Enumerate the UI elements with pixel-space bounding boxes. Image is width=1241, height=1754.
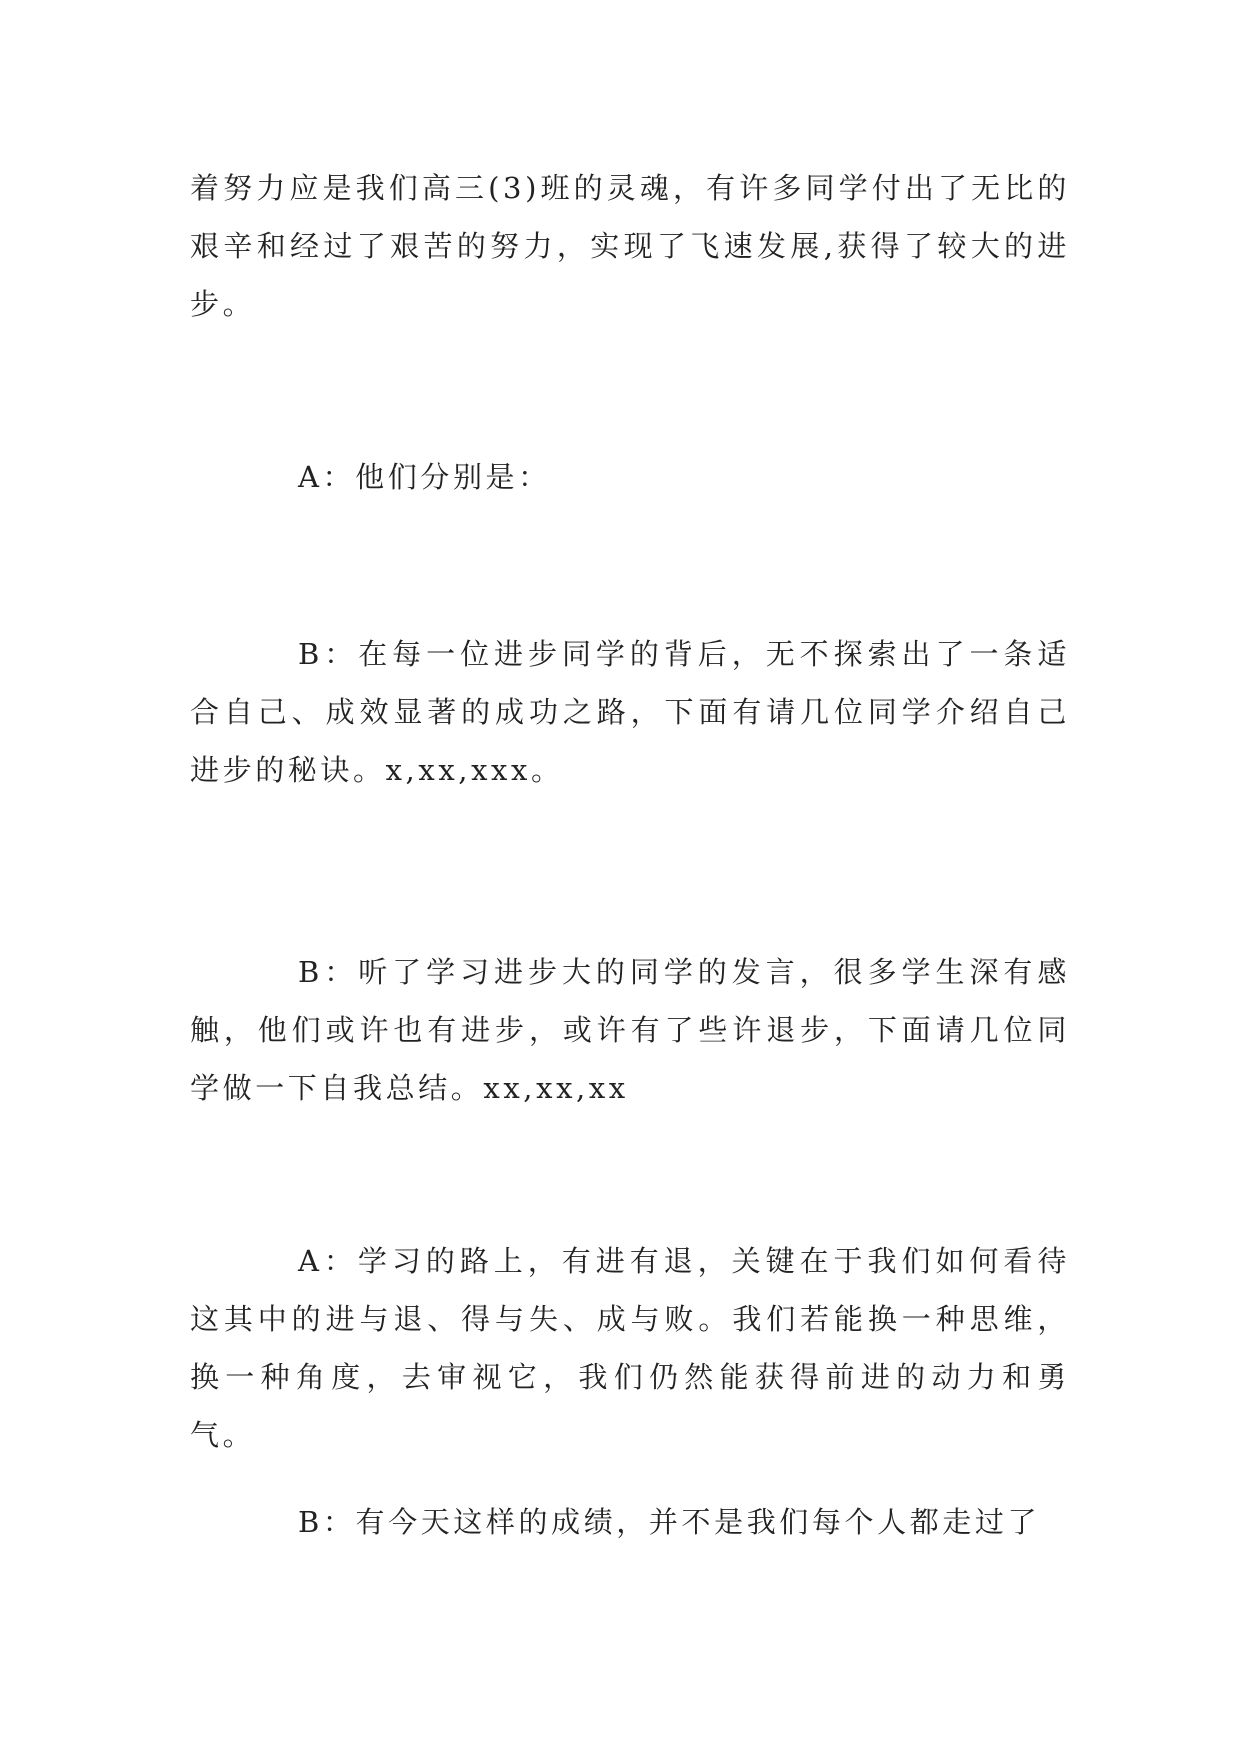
paragraph-speaker-b-closing: B：有今天这样的成绩，并不是我们每个人都走过了: [298, 1505, 1041, 1539]
paragraph-speaker-b-progress: B：在每一位进步同学的背后，无不探索出了一条适合自己、成效显著的成功之路，下面有请几位同学介绍自己进步的秘诀。x,xx,xxx。: [190, 637, 1070, 787]
paragraph-speaker-a-reflection: A：学习的路上，有进有退，关键在于我们如何看待这其中的进与退、得与失、成与败。我们若能换一种思维，换一种角度，去审视它，我们仍然能获得前进的动力和勇气。: [190, 1244, 1070, 1452]
paragraph-speaker-a-intro: A：他们分别是：: [298, 460, 551, 494]
paragraph-continuation: 着努力应是我们高三(3)班的灵魂，有许多同学付出了无比的艰辛和经过了艰苦的努力，实现了飞速发展,获得了较大的进步。: [190, 171, 1070, 321]
paragraph-speaker-b-summary: B：听了学习进步大的同学的发言，很多学生深有感触，他们或许也有进步，或许有了些许退步，下面请几位同学做一下自我总结。xx,xx,xx: [190, 955, 1070, 1105]
